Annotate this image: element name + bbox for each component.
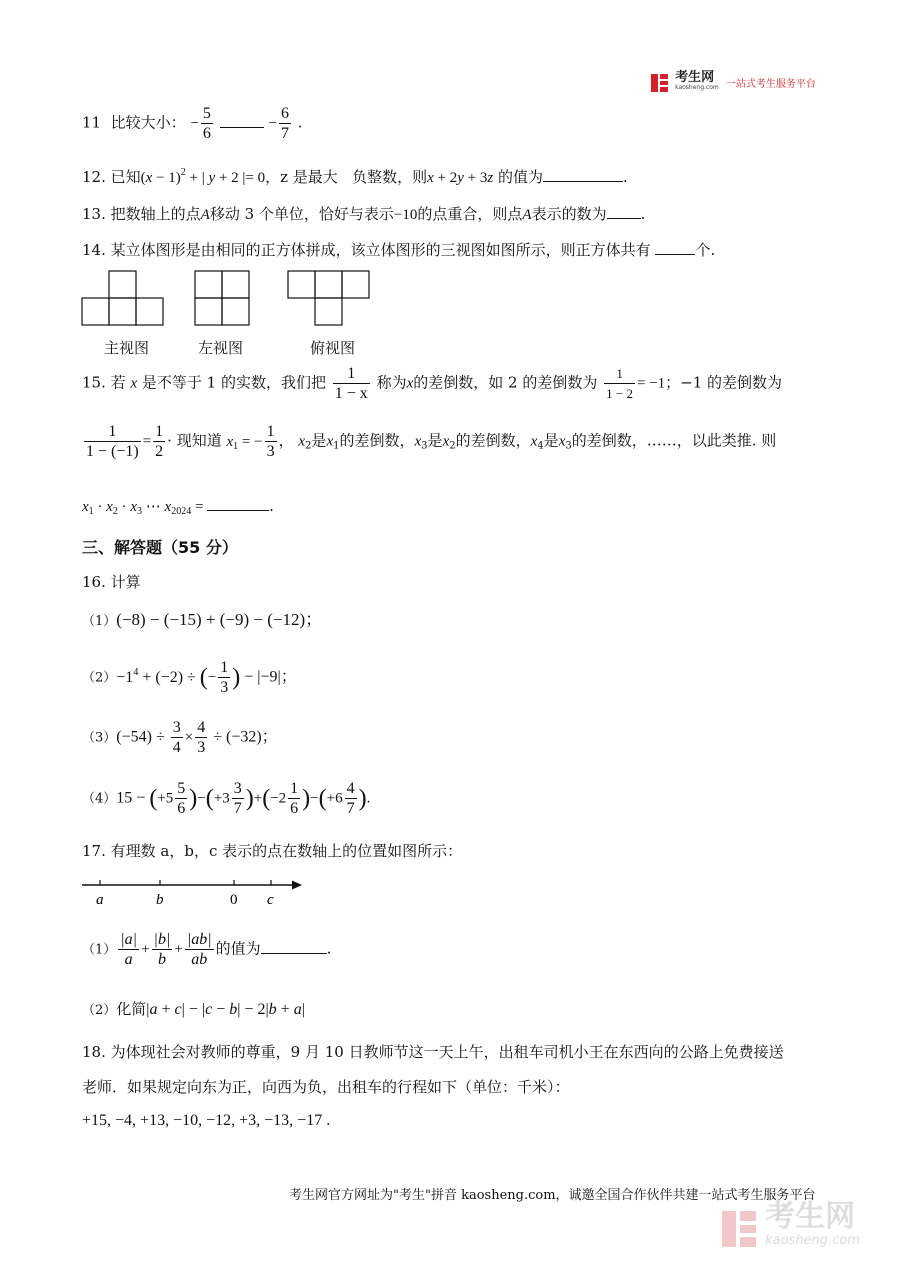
view-label-front: 主视图 xyxy=(104,339,150,357)
question-18-line-1: 18. 为体现社会对教师的尊重，9 月 10 日教师节这一天上午，出租车司机小王在东西向的公路上免费接送 xyxy=(82,1043,784,1061)
answer-blank[interactable] xyxy=(607,204,641,219)
question-number: 16. xyxy=(82,573,106,591)
watermark-logo-icon xyxy=(720,1208,760,1250)
question-16 xyxy=(82,572,141,592)
axis-label-b: b xyxy=(156,892,164,908)
fraction-1-over-1-minus-x: $\frac{1}{1 - x}$ xyxy=(334,365,368,402)
fraction-half: $\frac{1}{2}$ xyxy=(155,423,164,460)
axis-label-c: c xyxy=(267,892,274,908)
question-number: 12. xyxy=(82,168,106,186)
question-15-line-1: 15. 若 x 是不等于 1 的实数，我们把 $\frac{1}{1 - x}$ 称为x的差倒数，如 2 的差倒数为 $\frac{1}{1 - 2}$ = −1；−1 的差倒数为 xyxy=(82,365,783,402)
logo-slogan: 一站式考生服务平台 xyxy=(725,79,816,90)
question-17-sub-1: （1） $\frac{|a|}{a}$ + $\frac{|b|}{b}$ + $\frac{|ab|}{ab}$ 的值为 . xyxy=(82,931,332,968)
question-18-line-3: +15, −4, +13, −10, −12, +3, −13, −17 . xyxy=(82,1112,331,1129)
footer-text: 考生网官方网址为"考生"拼音 kaosheng.com，诚邀全国合作伙伴共建一站式考生服务平台 xyxy=(289,1188,816,1203)
answer-blank[interactable] xyxy=(220,113,264,128)
question-text: 计算 xyxy=(110,573,141,591)
number-line-arrow xyxy=(292,881,302,890)
fraction-third: $\frac{1}{3}$ xyxy=(266,423,275,460)
question-text: 已知 xyxy=(110,168,141,186)
question-17 xyxy=(82,841,462,861)
question-15-line-2: $\frac{1}{1 - (-1)}$ = $\frac{1}{2}$ · 现知道 $x_1$ = − $\frac{1}{3}$ ， $x_2$是$x_1$的差倒数，$x_3$是$x_2$的差倒数，$x_4$是$x_3$的差倒数，……，以此类推. 则 xyxy=(86,423,777,460)
question-14: 14. 某立体图形是由相同的正方体拼成，该立体图形的三视图如图所示，则正方体共有 个. xyxy=(82,241,716,259)
answer-blank[interactable] xyxy=(655,240,695,255)
answer-blank[interactable] xyxy=(207,496,269,511)
question-13: 13. 把数轴上的点A移动 3 个单位，恰好与表示−10的点重合，则点A表示的数为 . xyxy=(82,205,646,223)
watermark-domain: kaosheng.com xyxy=(765,1233,860,1248)
question-11: 11 比较大小： − $\frac{5}{6}$ − $\frac{6}{7}$ . xyxy=(82,105,303,142)
three-views-figure xyxy=(80,270,380,330)
left-view xyxy=(195,271,249,325)
question-number: 15. xyxy=(82,373,106,392)
logo-name: 考生网 xyxy=(675,69,715,85)
question-text: 有理数 a，b，c 表示的点在数轴上的位置如图所示： xyxy=(110,842,463,860)
section-heading: 三、解答题（55 分） xyxy=(82,538,238,557)
axis-label-a: a xyxy=(96,892,104,908)
front-view xyxy=(82,271,163,325)
question-16-item-1: （1）(−8) − (−15) + (−9) − (−12)； xyxy=(82,610,323,629)
fraction-1-over-1-minus-neg1: $\frac{1}{1 - (-1)}$ xyxy=(86,423,139,460)
header-logo xyxy=(650,69,816,93)
number-line-figure xyxy=(80,876,310,910)
fraction-1-over-1-minus-2: $\frac{1}{1 - 2}$ xyxy=(606,366,633,401)
kaosheng-logo-icon xyxy=(650,73,670,93)
watermark-name: 考生网 xyxy=(765,1199,856,1234)
question-15-line-3: $x_1 \cdot x_2 \cdot x_3$ ⋯ $x_{2024}$ = . xyxy=(82,497,274,517)
question-17-sub-2: （2）化简|a + c| − |c − b| − 2|b + a| xyxy=(82,1000,305,1018)
logo-domain: kaosheng.com xyxy=(675,83,719,91)
question-number: 17. xyxy=(82,842,106,860)
view-label-top: 俯视图 xyxy=(310,339,356,357)
question-16-item-2: $(2)-1^4 + (-2)$ ÷ (− $\frac{1}{3}$ ) − |−9|； xyxy=(82,659,297,696)
question-12: 12. 已知$(x - 1)^2$ + | y + 2 |= 0，z 是最大 负整数，则x + 2y + 3z 的值为 . xyxy=(82,167,628,186)
question-16-item-4: （4）15 − (+5 $\frac{5}{6}$ )−(+3 $\frac{3}{7}$ )+(−2 $\frac{1}{6}$ )−(+6 $\frac{4}{7}$ ). xyxy=(82,780,371,817)
question-18-line-2: 老师．如果规定向东为正，向西为负，出租车的行程如下（单位：千米）： xyxy=(82,1078,570,1096)
question-number: 13. xyxy=(82,205,106,223)
fraction-neg-5-6: $\frac{5}{6}$ xyxy=(202,105,211,142)
question-text: 比较大小： xyxy=(110,113,186,132)
answer-blank[interactable] xyxy=(543,167,623,182)
question-number: 18. xyxy=(82,1043,106,1061)
view-label-left: 左视图 xyxy=(198,339,244,357)
axis-label-0: 0 xyxy=(230,892,238,908)
question-16-item-3: （3）(−54) ÷ $\frac{3}{4}$ × $\frac{4}{3}$ ÷ (−32)； xyxy=(82,719,278,756)
question-number: 11 xyxy=(82,113,102,132)
watermark xyxy=(720,1199,860,1253)
top-view xyxy=(288,271,369,325)
fraction-neg-6-7: $\frac{6}{7}$ xyxy=(280,105,289,142)
question-text: 某立体图形是由相同的正方体拼成，该立体图形的三视图如图所示，则正方体共有 xyxy=(110,241,651,259)
question-number: 14. xyxy=(82,241,106,259)
answer-blank[interactable] xyxy=(261,939,327,954)
